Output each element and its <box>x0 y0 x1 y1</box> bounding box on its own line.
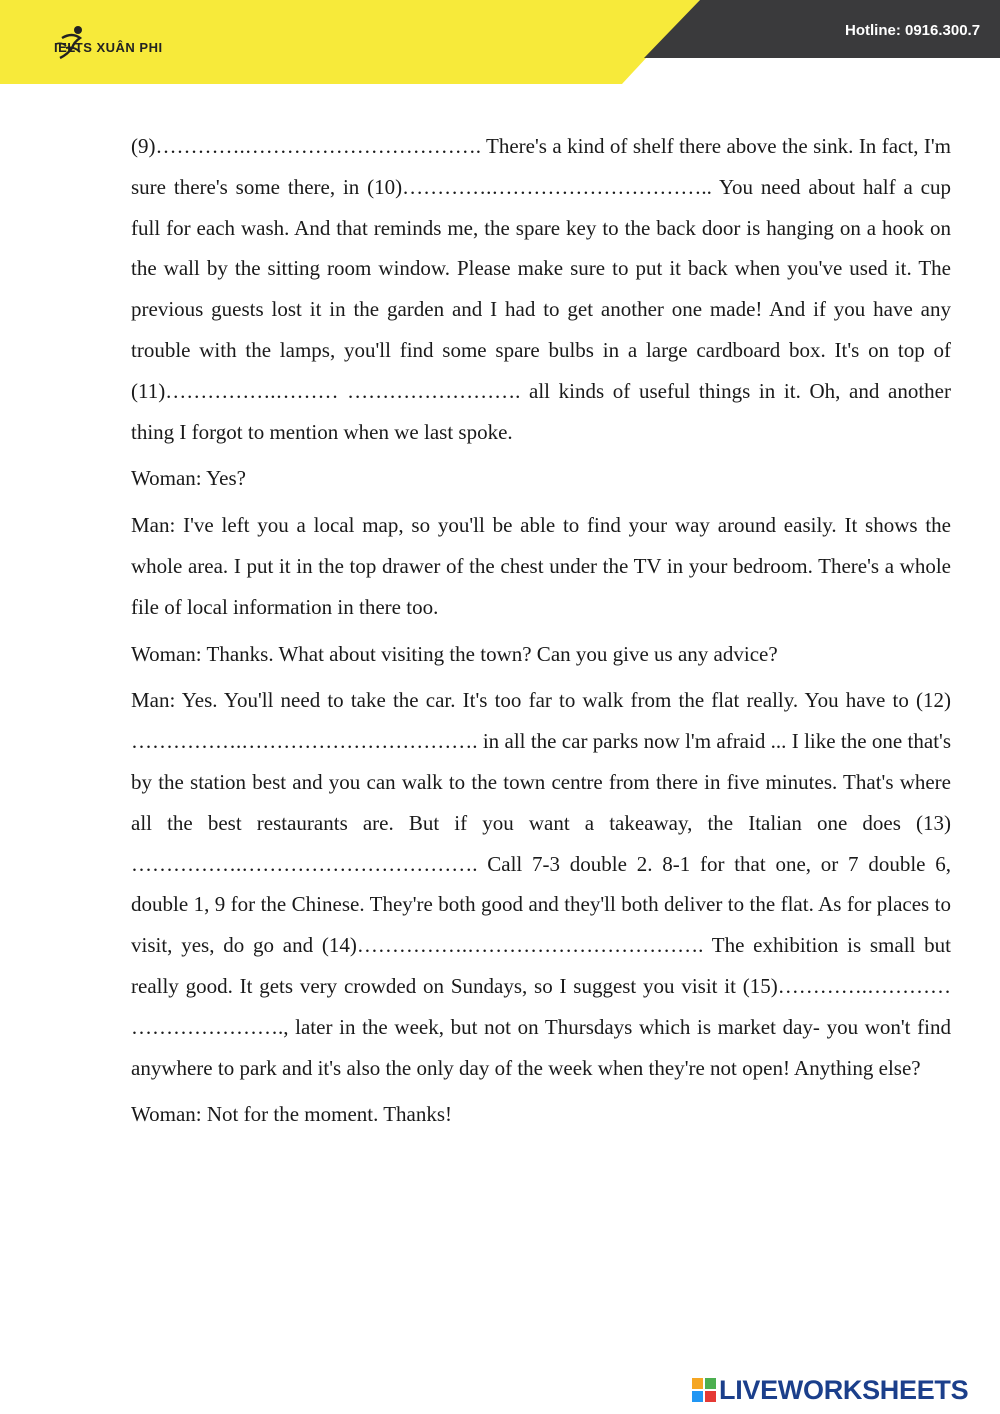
brand-logo <box>54 24 163 64</box>
liveworksheets-icon <box>692 1378 716 1402</box>
transcript-paragraph: (9)………….……………………………. There's a kind of shelf there above the sink. In fact, I'm sure there's some there, in (10)………….………………………….. You need about half a cup full for each wash. And that reminds me, the spare key to the back door is hanging on a hook on the wall by the sitting room window. Please make sure to put it back when you've used it. The previous guests lost it in the garden and I had to get another one made! And if you have any trouble with the lamps, you'll find some spare bulbs in a large cardboard box. It's on top of (11)…………….……… ……………………. all kinds of useful things in it. Oh, and another thing I forgot to mention when we last spoke. <box>131 134 951 444</box>
page-header <box>0 0 1000 84</box>
transcript-paragraph: Woman: Yes? <box>131 466 246 491</box>
transcript-paragraph: Woman: Not for the moment. Thanks! <box>131 1102 453 1127</box>
hotline-text: Hotline: 0916.300.7 <box>845 22 981 39</box>
transcript-paragraph: Man: Yes. You'll need to take the car. It's too far to walk from the flat really. You have to (12) …………….……………………………. in all the car parks now l'm afraid ... I like the one that's by the station best and you can walk to the town centre from there in five minutes. That's where all the best restaurants are. But if you want a takeaway, the Italian one does (13) …………….……………………………. Call 7-3 double 2. 8-1 for that one, or 7 double 6, double 1, 9 for the Chinese. They're both good and they'll both deliver to the flat. As for places to visit, yes, do go and (14)…………….……………………………. The exhibition is small but really good. It gets very crowded on Sundays, so I suggest you visit it (15)………….………… …………………., later in the week, but not on Thursdays which is market day- you won't find anywhere to park and it's also the only day of the week when they're not open! Anything else? <box>131 688 951 1080</box>
watermark-text: LIVEWORKSHEETS <box>719 1374 969 1405</box>
brand-name: IELTS XUÂN PHI <box>54 39 163 55</box>
transcript-paragraph: Woman: Thanks. What about visiting the town? Can you give us any advice? <box>131 641 778 666</box>
liveworksheets-logo <box>692 1376 968 1404</box>
transcript-paragraph: Man: I've left you a local map, so you'll be able to find your way around easily. It shows the whole area. I put it in the top drawer of the chest under the TV in your bedroom. There's a whole file of local information in there too. <box>131 513 951 619</box>
transcript-body <box>131 126 951 1141</box>
runner-logo-icon <box>54 24 88 62</box>
